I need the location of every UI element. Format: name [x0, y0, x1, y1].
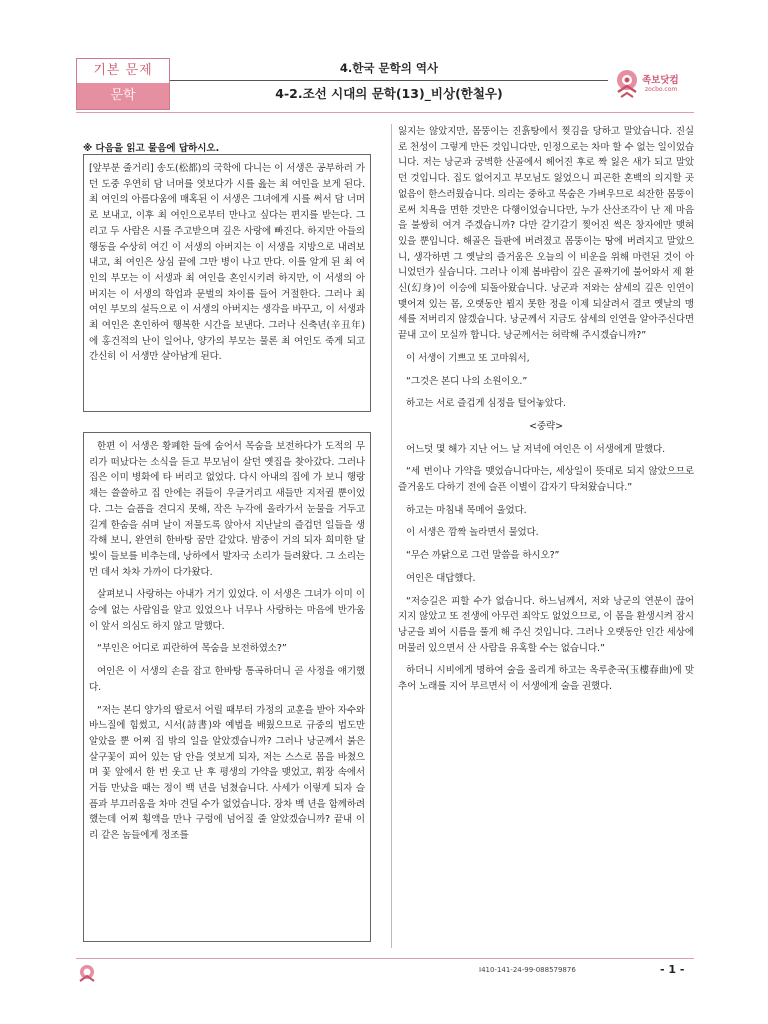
category-tag — [76, 58, 170, 110]
question-instruction: ※ 다음을 읽고 물음에 답하시오. — [83, 143, 220, 154]
passage-paragraph: 하더니 시비에게 명하여 술을 올리게 하고는 옥루춘곡(玉樓春曲)에 맞추어 노래를 지어 부르면서 이 서생에게 술을 권했다. — [398, 665, 694, 693]
brand-logo — [612, 66, 708, 106]
passage-paragraph: 한편 이 서생은 황폐한 들에 숨어서 목숨을 보전하다가 도적의 무리가 떠났다는 소식을 듣고 부모님이 살던 옛집을 찾아갔다. 그러나 집은 이미 병화에 타 버리고 없었다. 다시 아내의 집에 가 보니 행랑채는 쓸쓸하고 집 안에는 쥐들이 우글거리고 새들만 지저귈 뿐이었다. 그는 슬픔을 견디지 못해, 작은 누각에 올라가서 눈물을 거두고 길게 한숨을 쉬며 날이 저물도록 앉아서 지난날의 즐겁던 일들을 생각해 보니, 완연히 한바탕 꿈만 같았다. 밤중이 거의 되자 희미한 달빛이 들보를 비추는데, 낭하에서 발자국 소리가 들려왔다. 그 소리는 먼 데서 차차 가까이 다가왔다. — [89, 441, 365, 578]
right-column — [398, 124, 694, 702]
passage-box — [83, 432, 371, 942]
footer-logo-icon — [76, 962, 98, 984]
footer-divider — [76, 958, 694, 959]
page-title: 4-2.조선 시대의 문학(13)_비상(한철우) — [275, 86, 503, 101]
document-code: I410-141-24-99-088579876 — [479, 966, 576, 974]
passage-paragraph: 하고는 서로 즐겁게 심정을 털어놓았다. — [406, 398, 566, 410]
passage-paragraph: 잃지는 않았지만, 몸뚱이는 진흙탕에서 찢김을 당하고 말았습니다. 진실로 천성이 그렇게 만든 것입니다만, 인정으로는 차마 할 수 없는 일이었습니다. 저는 낭군과 궁벽한 산골에서 헤어진 후로 짝 잃은 새가 되고 말았던 것입니다. 집도 없어지고 부모님도 잃었으니 피곤한 혼백의 의지할 곳 없음이 한스러웠습니다. 의리는 중하고 목숨은 가벼우므로 쇠잔한 몸뚱이로써 치욕을 면한 것만은 다행이었습니다만, 누가 산산조각이 난 제 마음을 불쌍히 여겨 주겠습니까? 다만 갈기갈기 찢어진 썩은 창자에만 맺혀 있을 뿐입니다. 해골은 들판에 버려졌고 몸뚱이는 땅에 버려지고 말았으니, 생각하면 그 옛날의 즐거움은 오늘의 이 비운을 위해 마련된 것이 아니었던가 싶습니다. 그러나 이제 봄바람이 깊은 골짜기에 불어와서 제 환신(幻身)이 이승에 되돌아왔습니다. 낭군과 저와는 삼세의 깊은 인연이 맺어져 있는 몸, 오랫동안 뵙지 못한 정을 이제 되살려서 결코 옛날의 맹세를 저버리지 않겠습니다. 낭군께서 지금도 삼세의 인연을 알아주신다면 끝내 고이 모실까 합니다. 낭군께서는 허락해 주시겠습니까?” — [398, 126, 694, 342]
passage-paragraph: “저승길은 피할 수가 없습니다. 하느님께서, 저와 낭군의 연분이 끊어지지 않았고 또 전생에 아무런 죄악도 없었으므로, 이 몸을 환생시켜 잠시 낭군을 뵈어 시름을 풀게 해 주신 것입니다. 그러나 오랫동안 인간 세상에 머물러 있으면서 산 사람을 유혹할 수는 없습니다.” — [398, 595, 694, 654]
top-divider — [76, 112, 694, 113]
omission-mark: <중략> — [529, 420, 563, 432]
zocbo-logo-icon — [612, 66, 642, 100]
passage-paragraph: 여인은 이 서생의 손을 잡고 한바탕 통곡하더니 곧 사정을 얘기했다. — [89, 666, 365, 693]
passage-paragraph: 여인은 대답했다. — [406, 572, 476, 584]
passage-paragraph: “저는 본디 양가의 딸로서 어릴 때부터 가정의 교훈을 받아 자수와 바느질에 힘썼고, 시서(詩書)와 예법을 배웠으므로 규중의 법도만 알았을 뿐 어찌 집 밖의 일을 알았겠습니까? 그러나 낭군께서 붉은 살구꽃이 피어 있는 담 안을 엿보게 되자, 저는 스스로 몸을 바쳤으며 꽃 앞에서 한 번 웃고 난 후 평생의 가약을 맺었고, 휘장 속에서 거듭 만났을 때는 정이 백 년을 넘쳤습니다. 사세가 이렇게 되자 슬픔과 부끄러움을 차마 견딜 수가 없었습니다. 장차 백 년을 함께하려 했는데 어찌 횡액을 만나 구렁에 넘어질 줄 알았겠습니까? 끝내 이리 같은 놈들에게 정조를 — [89, 704, 365, 842]
passage-paragraph: 하고는 마침내 목메어 울었다. — [406, 504, 527, 516]
passage-paragraph: 이 서생은 깜짝 놀라면서 물었다. — [406, 527, 539, 539]
passage-paragraph: 어느덧 몇 해가 지난 어느 날 저녁에 여인은 이 서생에게 말했다. — [406, 443, 666, 455]
passage-paragraph: “그것은 본디 나의 소원이오.” — [406, 375, 528, 387]
page-number: - 1 - — [660, 963, 685, 976]
synopsis-box — [83, 154, 371, 412]
brand-name: 족보닷컴 — [642, 75, 679, 86]
tag-basic-problem: 기본 문제 — [77, 59, 169, 83]
passage-paragraph: 살펴보니 사랑하는 아내가 거기 있었다. 이 서생은 그녀가 이미 이승에 없는 사람임을 알고 있었으나 너무나 사랑하는 마음에 반가움이 앞서 의심도 하지 않고 말했다. — [89, 589, 365, 632]
header-divider — [170, 80, 608, 81]
passage-paragraph: “세 번이나 가약을 맺었습니다마는, 세상일이 뜻대로 되지 않았으므로 즐거움도 다하기 전에 슬픈 이별이 갑자기 닥쳐왔습니다.” — [398, 466, 694, 494]
passage-paragraph: “무슨 까닭으로 그런 말씀을 하시오?” — [406, 550, 560, 562]
passage-paragraph: “부인은 어디로 피란하여 목숨을 보전하였소?” — [97, 643, 287, 655]
column-divider — [391, 124, 392, 948]
synopsis-text: [앞부분 줄거리] 송도(松都)의 국학에 다니는 이 서생은 공부하러 가던 도중 우연히 담 너머를 엿보다가 시를 읊는 최 여인을 보게 된다. 최 여인의 아름다움에 매혹된 이 서생은 그녀에게 시를 써서 담 너머로 보내고, 이후 최 여인으로부터 만나고 싶다는 편지를 받는다. 그리고 두 사람은 시를 주고받으며 깊은 사랑에 빠진다. 하지만 아들의 행동을 수상히 여긴 이 서생의 아버지는 이 서생을 지방으로 내려보내고, 최 여인은 상심 끝에 그만 병이 나고 만다. 이를 알게 된 최 여인의 부모는 이 서생과 최 여인을 혼인시키려 하지만, 이 서생의 아버지는 이 서생의 학업과 문벌의 차이를 들어 거절한다. 그러나 최 여인 부모의 설득으로 이 서생의 아버지는 생각을 바꾸고, 이 서생과 최 여인은 혼인하여 행복한 시간을 보낸다. 그러나 신축년(辛丑年)에 홍건적의 난이 일어나, 양가의 부모는 물론 최 여인도 죽게 되고 간신히 이 서생만 살아남게 된다. — [89, 163, 365, 363]
tag-literature: 문학 — [77, 83, 169, 109]
passage-paragraph: 이 서생이 기쁘고 또 고마워서, — [406, 352, 530, 364]
brand-url: zocbo.com — [645, 86, 678, 93]
chapter-subtitle: 4.한국 문학의 역사 — [339, 61, 439, 75]
